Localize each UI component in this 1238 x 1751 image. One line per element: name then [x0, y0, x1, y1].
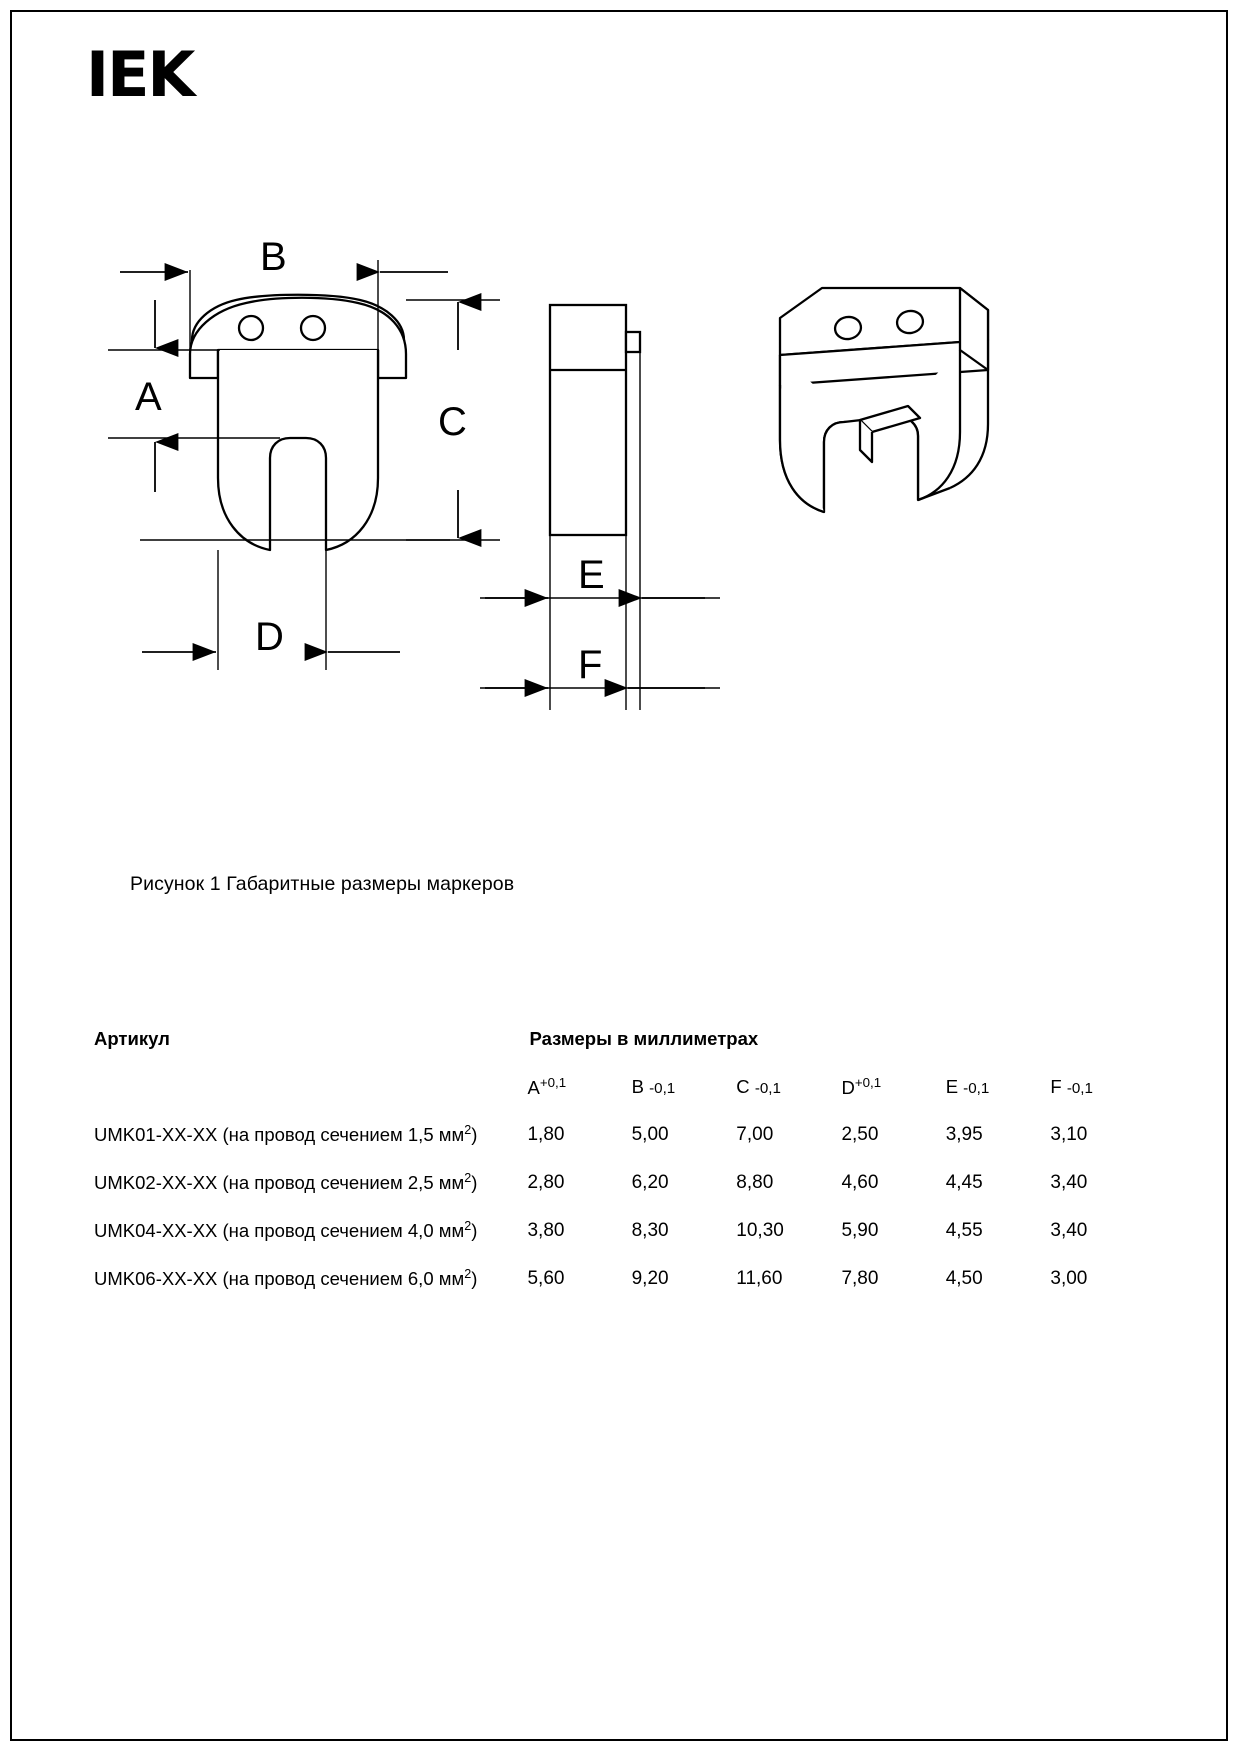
- col-letter-f: F: [1050, 1076, 1062, 1097]
- cell-b: 8,30: [631, 1220, 669, 1241]
- article-post: ): [471, 1124, 478, 1146]
- col-letter-b: B: [631, 1076, 644, 1097]
- cell-f: 3,00: [1050, 1268, 1088, 1289]
- table-header-row: [80, 1015, 1143, 1063]
- subheader-f: [1038, 1063, 1143, 1111]
- spec-table: [80, 1015, 1143, 1303]
- col-tol-b: -0,1: [649, 1080, 676, 1097]
- col-tol-c: -0,1: [754, 1080, 781, 1097]
- article-text: UMK06-XX-XX (на провод сечением 6,0 мм: [94, 1268, 465, 1290]
- cell-c: 11,60: [736, 1268, 783, 1289]
- cell-c: 8,80: [736, 1172, 774, 1193]
- row-article: [80, 1111, 515, 1159]
- table-subheader-row: [80, 1063, 1143, 1111]
- article-sup: 2: [464, 1267, 472, 1282]
- row-article: [80, 1159, 515, 1207]
- iek-logo: IEK: [86, 38, 194, 111]
- cell-c: 7,00: [736, 1124, 774, 1145]
- cell-a: 2,80: [527, 1172, 565, 1193]
- col-letter-e: E: [945, 1076, 959, 1097]
- cell-b: 5,00: [631, 1124, 669, 1145]
- subheader-e: [934, 1063, 1039, 1111]
- cell-e: 4,55: [945, 1220, 983, 1241]
- header-dimensions: Размеры в миллиметрах: [529, 1028, 759, 1049]
- article-post: ): [471, 1268, 478, 1290]
- article-text: UMK02-XX-XX (на провод сечением 2,5 мм: [94, 1172, 465, 1194]
- table-row: [80, 1207, 1143, 1255]
- subheader-b: [620, 1063, 725, 1111]
- subheader-d: [829, 1063, 933, 1111]
- cell-f: 3,10: [1050, 1124, 1088, 1145]
- cell-d: 2,50: [841, 1124, 879, 1145]
- figure-caption: Рисунок 1 Габаритные размеры маркеров: [130, 873, 515, 895]
- svg-text:B: B: [260, 235, 287, 279]
- col-tol-e: -0,1: [963, 1080, 990, 1097]
- row-article: [80, 1207, 515, 1255]
- svg-text:A: A: [135, 375, 162, 419]
- cell-a: 5,60: [527, 1268, 565, 1289]
- cell-a: 3,80: [527, 1220, 565, 1241]
- col-tol-d: +0,1: [854, 1074, 882, 1090]
- cell-b: 9,20: [631, 1268, 669, 1289]
- article-post: ): [471, 1220, 478, 1242]
- subheader-blank: [80, 1063, 515, 1111]
- cell-f: 3,40: [1050, 1220, 1088, 1241]
- cell-d: 4,60: [841, 1172, 879, 1193]
- svg-text:F: F: [578, 643, 603, 687]
- cell-e: 3,95: [945, 1124, 983, 1145]
- cell-e: 4,50: [945, 1268, 983, 1289]
- cell-d: 7,80: [841, 1268, 879, 1289]
- row-article: [80, 1255, 515, 1303]
- cell-b: 6,20: [631, 1172, 669, 1193]
- cell-f: 3,40: [1050, 1172, 1088, 1193]
- article-sup: 2: [464, 1219, 472, 1234]
- svg-text:E: E: [578, 553, 605, 597]
- cell-d: 5,90: [841, 1220, 879, 1241]
- header-article: Артикул: [94, 1028, 170, 1049]
- svg-text:C: C: [438, 400, 467, 444]
- col-letter-c: C: [736, 1076, 750, 1097]
- col-letter-a: A: [527, 1077, 540, 1099]
- cell-c: 10,30: [736, 1220, 784, 1241]
- col-tol-f: -0,1: [1066, 1080, 1093, 1097]
- article-sup: 2: [464, 1171, 472, 1186]
- cell-a: 1,80: [527, 1124, 565, 1145]
- article-text: UMK04-XX-XX (на провод сечением 4,0 мм: [94, 1220, 465, 1242]
- figure-drawing: [80, 210, 1140, 770]
- article-post: ): [471, 1172, 478, 1194]
- subheader-c: [724, 1063, 829, 1111]
- table-row: [80, 1255, 1143, 1303]
- article-text: UMK01-XX-XX (на провод сечением 1,5 мм: [94, 1124, 465, 1146]
- table-row: [80, 1111, 1143, 1159]
- col-letter-d: D: [841, 1077, 855, 1099]
- cell-e: 4,45: [945, 1172, 983, 1193]
- spec-table-wrap: [80, 1015, 1143, 1303]
- table-row: [80, 1159, 1143, 1207]
- article-sup: 2: [464, 1123, 472, 1138]
- subheader-a: [515, 1063, 619, 1111]
- col-tol-a: +0,1: [539, 1074, 567, 1090]
- svg-text:D: D: [255, 615, 284, 659]
